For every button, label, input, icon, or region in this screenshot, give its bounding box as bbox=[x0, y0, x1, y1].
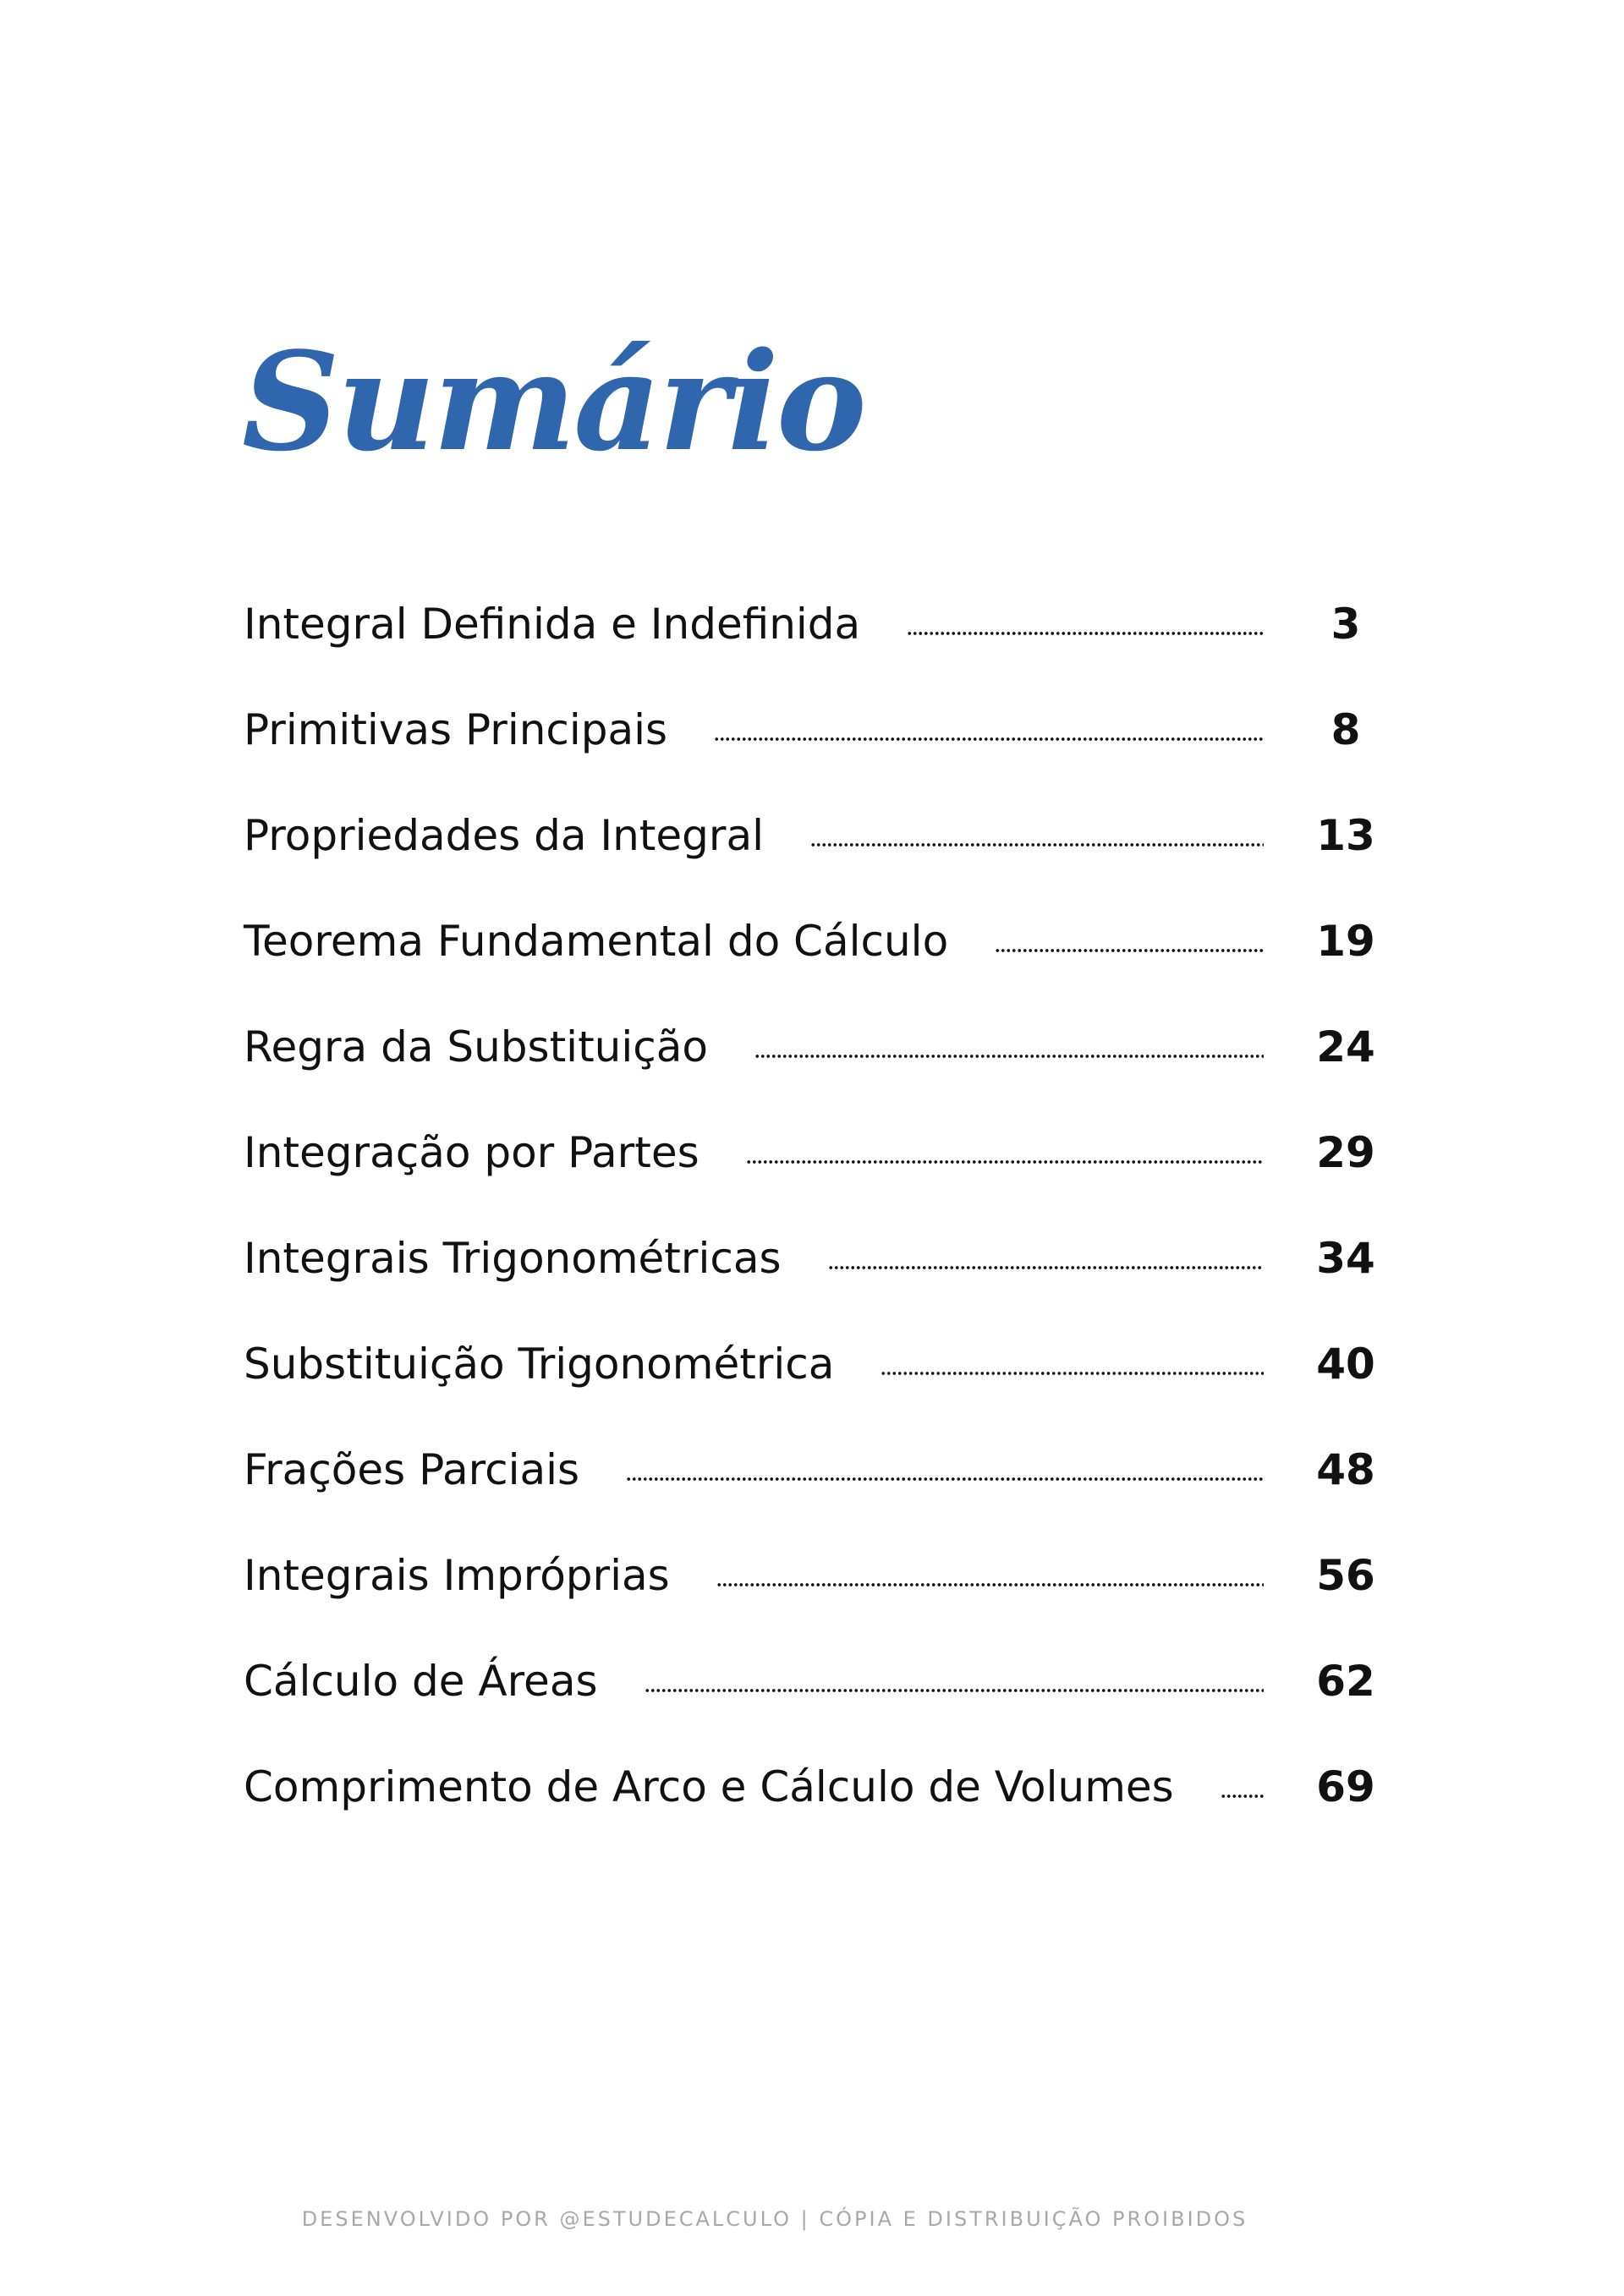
toc-leader-dots bbox=[626, 1473, 1264, 1485]
toc-entry-label: Integração por Partes bbox=[244, 1127, 700, 1177]
toc-entry-label: Cálculo de Áreas bbox=[244, 1656, 598, 1706]
toc-entry-label: Propriedades da Integral bbox=[244, 810, 764, 860]
toc-leader-dots bbox=[746, 1156, 1264, 1168]
toc-entry-page: 34 bbox=[1316, 1233, 1375, 1283]
toc-entry-label: Integral Definida e Indefinida bbox=[244, 599, 861, 649]
toc-entry-label: Integrais Impróprias bbox=[244, 1550, 670, 1600]
toc-leader-dots bbox=[754, 1050, 1264, 1062]
toc-entry-label: Regra da Substituição bbox=[244, 1022, 708, 1071]
toc-leader-dots bbox=[995, 945, 1264, 956]
toc-leader-dots bbox=[907, 627, 1264, 639]
toc-entry-label: Teorema Fundamental do Cálculo bbox=[244, 916, 949, 966]
toc-entry bbox=[244, 677, 1387, 782]
toc-leader-dots bbox=[828, 1262, 1264, 1274]
toc-entry bbox=[244, 1522, 1387, 1628]
toc-entry-label: Frações Parciais bbox=[244, 1444, 580, 1494]
toc-entry bbox=[244, 782, 1387, 888]
toc-entry bbox=[244, 1628, 1387, 1734]
toc-entry-page: 69 bbox=[1316, 1762, 1375, 1811]
toc-entry bbox=[244, 1734, 1387, 1839]
toc-entry bbox=[244, 1311, 1387, 1417]
toc-entry-label: Primitivas Principais bbox=[244, 704, 668, 754]
toc-entry-label: Comprimento de Arco e Cálculo de Volumes bbox=[244, 1762, 1174, 1811]
page-title: Sumário bbox=[242, 322, 864, 481]
toc-leader-dots bbox=[714, 733, 1264, 745]
toc-entry-label: Integrais Trigonométricas bbox=[244, 1233, 782, 1283]
toc-entry-page: 40 bbox=[1316, 1339, 1375, 1389]
toc-entry-page: 56 bbox=[1316, 1550, 1375, 1600]
toc-entry-page: 19 bbox=[1316, 916, 1375, 966]
toc-entry bbox=[244, 1099, 1387, 1205]
toc-entry-page: 62 bbox=[1316, 1656, 1375, 1706]
toc-leader-dots bbox=[810, 839, 1264, 851]
toc-leader-dots bbox=[716, 1579, 1264, 1591]
toc-entry bbox=[244, 1417, 1387, 1522]
toc-entry bbox=[244, 1205, 1387, 1311]
toc-leader-dots bbox=[1221, 1790, 1264, 1802]
toc-entry-page: 48 bbox=[1316, 1444, 1375, 1494]
footer-copyright: DESENVOLVIDO POR @ESTUDECALCULO | CÓPIA E DISTRIBUIÇÃO PROIBIDOS bbox=[301, 2207, 1248, 2231]
toc-entry-page: 13 bbox=[1316, 810, 1375, 860]
toc-entry-page: 29 bbox=[1316, 1127, 1375, 1177]
toc-leader-dots bbox=[881, 1367, 1264, 1379]
toc-entry-page: 24 bbox=[1316, 1022, 1375, 1071]
toc-entry bbox=[244, 888, 1387, 994]
toc-entry bbox=[244, 994, 1387, 1099]
table-of-contents bbox=[244, 571, 1387, 1839]
toc-leader-dots bbox=[645, 1685, 1264, 1696]
toc-entry-page: 3 bbox=[1330, 599, 1361, 649]
toc-entry-page: 8 bbox=[1330, 704, 1361, 754]
toc-entry bbox=[244, 571, 1387, 677]
toc-entry-label: Substituição Trigonométrica bbox=[244, 1339, 835, 1389]
